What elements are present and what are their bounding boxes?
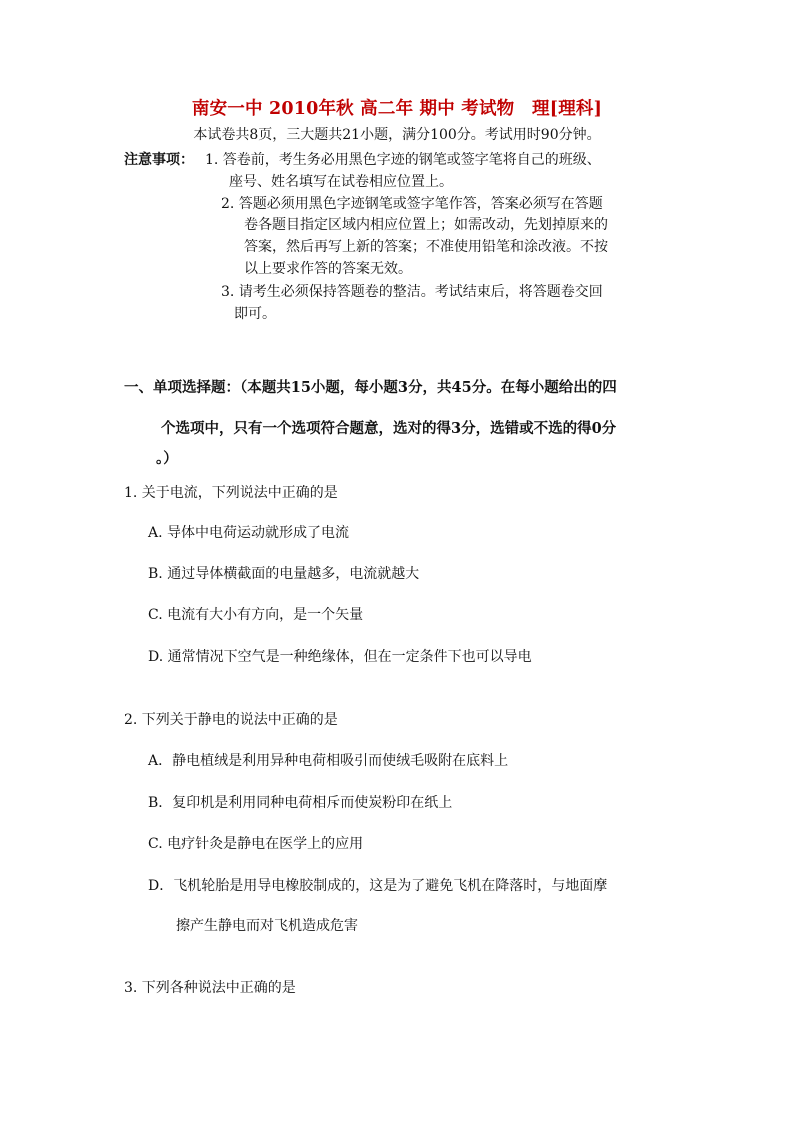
question-1-option-d: D. 通常情况下空气是一种绝缘体，但在一定条件下也可以导电: [148, 649, 532, 665]
question-2-option-a: A．静电植绒是利用异种电荷相吸引而使绒毛吸附在底料上: [148, 753, 509, 769]
note-1-line-1: 1. 答卷前，考生务必用黑色字迹的钢笔或签字笔将自己的班级、: [205, 152, 601, 168]
exam-title: 南安一中 2010年秋 高二年 期中 考试物 理[理科]: [191, 99, 603, 119]
question-1-option-a: A. 导体中电荷运动就形成了电流: [148, 525, 350, 541]
note-2-line-2: 卷各题目指定区域内相应位置上；如需改动，先划掉原来的: [244, 217, 608, 233]
question-2-option-d-line-2: 擦产生静电而对飞机造成危害: [176, 918, 358, 934]
question-1-stem: 1. 关于电流，下列说法中正确的是: [124, 485, 338, 501]
notes-label: 注意事项：: [124, 152, 194, 168]
exam-intro: 本试卷共8页，三大题共21小题，满分100分。考试用时90分钟。: [193, 127, 601, 143]
question-3-stem: 3. 下列各种说法中正确的是: [124, 980, 296, 996]
note-1-line-2: 座号、姓名填写在试卷相应位置上。: [229, 174, 453, 190]
question-1-option-b: B. 通过导体横截面的电量越多，电流就越大: [148, 566, 420, 582]
question-1-option-c: C. 电流有大小有方向，是一个矢量: [148, 607, 364, 623]
question-2-option-b: B．复印机是利用同种电荷相斥而使炭粉印在纸上: [148, 795, 453, 811]
question-2-stem: 2. 下列关于静电的说法中正确的是: [124, 712, 338, 728]
question-2-option-d-line-1: D．飞机轮胎是用导电橡胶制成的，这是为了避免飞机在降落时，与地面摩: [148, 878, 608, 894]
section-1-heading-line-1: 一、单项选择题：（本题共15小题，每小题3分，共45分。在每小题给出的四: [124, 379, 617, 396]
section-1-heading-line-2: 个选项中，只有一个选项符合题意，选对的得3分，选错或不选的得0分: [161, 420, 617, 437]
question-2-option-c: C. 电疗针灸是静电在医学上的应用: [148, 836, 364, 852]
note-2-line-3: 答案，然后再写上新的答案；不准使用铅笔和涂改液。不按: [244, 239, 608, 255]
section-1-heading-line-3: 。）: [156, 450, 178, 467]
note-3-line-1: 3. 请考生必须保持答题卷的整洁。考试结束后，将答题卷交回: [221, 284, 603, 300]
note-2-line-4: 以上要求作答的答案无效。: [244, 261, 412, 277]
note-2-line-1: 2. 答题必须用黑色字迹钢笔或签字笔作答，答案必须写在答题: [221, 196, 603, 212]
note-3-line-2: 即可。: [234, 306, 276, 322]
